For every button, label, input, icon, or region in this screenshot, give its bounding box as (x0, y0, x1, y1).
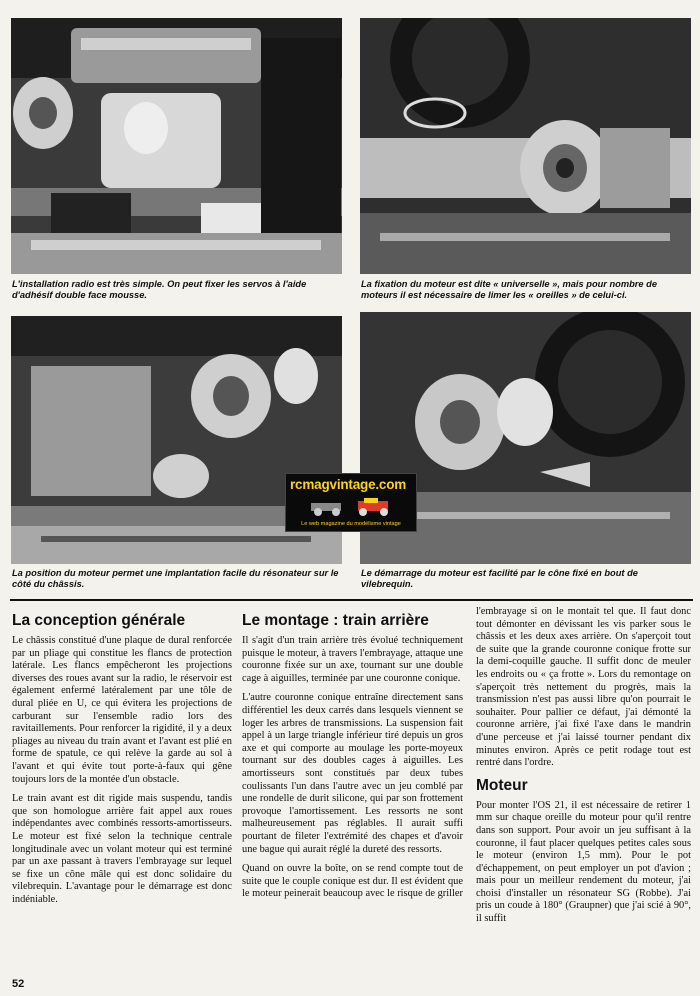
photo-radio-installation (11, 18, 342, 274)
logo-car-icon (306, 495, 396, 517)
page-number: 52 (12, 978, 25, 990)
paragraph-train-arriere: Il s'agit d'un train arrière très évolué techniquement puisque le moteur, à travers l'embrayage, attaque une couronne fixée sur un axe, tournant sur une double cage à aiguilles, terminée par une couronne conique. (242, 635, 463, 684)
heading-montage-train-arriere: Le montage : train arrière (242, 612, 429, 629)
article-column-1 (12, 612, 232, 913)
paragraph-embrayage: l'embrayage si on le montait tel que. Il faut donc tout démonter en dévissant les vis parker sous le châssis et les deux axes arrière. On s'aperçoit tout de suite que la grande couronne conique frotte sur la demi-coquille gauche. Il suffit donc de meuler les endroits ou « ça frotte ». Lors du remontage on s'aperçoit très nettement du progrès, mais la transmission n'est pas aussi libre qu'on pourrait le souhaiter. Pour pallier ce défaut, j'ai démonté la couronne arrière, j'ai fixé l'axe dans le mandrin d'une perceuse et j'ai laissé tourner pendant dix minutes environ. Après ce petit rodage tout est rentré dans l'ordre. (476, 606, 691, 769)
section-divider (10, 599, 693, 601)
article-column-2 (242, 612, 463, 908)
paragraph-chassis: Le châssis constitué d'une plaque de dural renforcée par un pliage qui constitue les flancs de protection latérale. Les flancs empêcheront les projections diverses des roues avant sur la radio, le réservoir est également enfermé latéralement par une tôle de dural pliée en U, ce qui évitera les projections de carburant sur l'ensemble radio lors des ravitaillements. Pour renforcer la rigidité, il y a deux pliages au niveau du train avant et l'avant est plié en forme de spatule, ce qui relève la garde au sol à l'avant et qui évite tout porte-à-faux qui gêne toujours lors de la montée d'un obstacle. (12, 635, 232, 785)
caption-engine-position: La position du moteur permet une implantation facile du résonateur sur le côté du châssis. (12, 568, 339, 589)
logo-title: rcmagvintage.com (290, 477, 407, 492)
paragraph-moteur: Pour monter l'OS 21, il est nécessaire de retirer 1 mm sur chaque oreille du moteur pour qu'il rentre dans son support. Pour avoir un jeu suffisant à la couronne, il faut placer quelques petites cales sous le moteur (environ 1,5 mm). Pour le pot d'échappement, on peut employer un pot d'avion ; mais pour un meilleur rendement du moteur, j'ai choisi d'installer un résonateur SG (Robbe). J'ai pris un coude à 180° (Graupner) que j'ai scié à 90°, il suffit (476, 799, 691, 925)
caption-starting-cone: Le démarrage du moteur est facilité par le cône fixé en bout de vilebrequin. (361, 568, 638, 589)
paragraph-couronne-conique: L'autre couronne conique entraîne directement sans différentiel les deux carrés dans lesquels viennent se loger les arbres de transmissions. La suspension fait appel à un large triangle inférieur tiré depuis un gros axe et qui comporte au moulage les porte-moyeux tournant sur des doubles cages à aiguilles. Les amortisseurs sont constitués par deux tubes coulissants l'un dans l'autre avec un jeu comblé par une rondelle de durit silicone, qui par son frottement provoque l'amortissement. Les ressorts ne sont malheureusement pas réglables. Il aurait suffi pourtant de fileter l'extrémité des chapes et d'avoir une bague qui aurait réglé la dureté des ressorts. (242, 692, 463, 855)
caption-engine-mount: La fixation du moteur est dite « universelle », mais pour nombre de moteurs il est nécessaire de limer les « oreilles » de celui-ci. (361, 279, 658, 300)
photo-engine-mount (360, 18, 691, 274)
paragraph-ouverture-boite: Quand on ouvre la boîte, on se rend compte tout de suite que le couple conique est dur. Il est évident que le moteur peinerait beaucoup avec le risque de griller (242, 863, 463, 900)
caption-radio-installation: L'installation radio est très simple. On peut fixer les servos à l'aide d'adhésif double face mousse. (12, 279, 307, 300)
heading-conception-generale: La conception générale (12, 612, 186, 629)
site-logo (285, 473, 417, 532)
paragraph-train-avant: Le train avant est dit rigide mais suspendu, tandis que son homologue arrière fait appel aux roues indépendantes avec combinés ressorts-amortisseurs. Le moteur est fixé selon la technique centrale longitudinale avec un volant moteur qui est terminé par un axe passant à travers l'embrayage sur lequel se fixe un cône mâle qui est donc solidaire du vilebrequin. L'avantage pour le démarrage est donc indéniable. (12, 793, 232, 905)
logo-tagline: Le web magazine du modélisme vintage (301, 521, 401, 527)
article-column-3 (476, 606, 691, 933)
heading-moteur: Moteur (476, 776, 528, 794)
